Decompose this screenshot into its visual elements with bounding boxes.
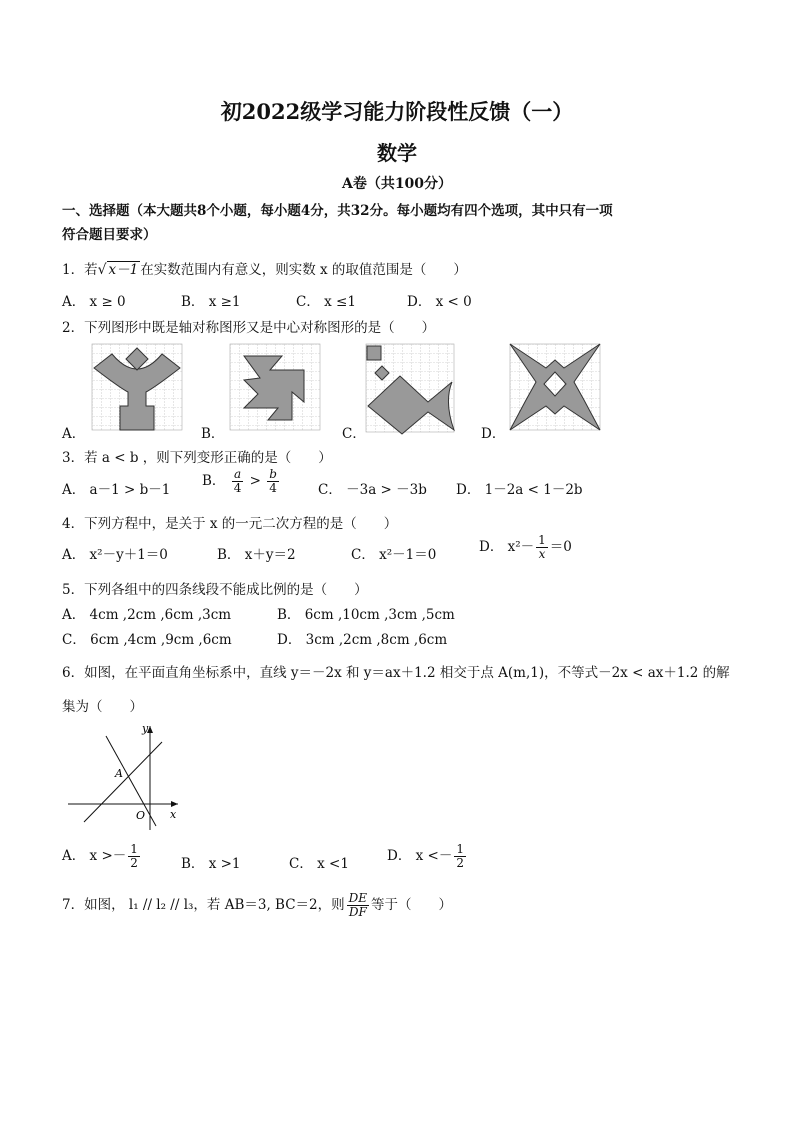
q1-option-b: B． x ≥1 (181, 294, 241, 310)
q4-option-b: B． x＋y＝2 (217, 547, 296, 563)
q2-label-b: B． (201, 426, 225, 442)
q2-label-d: D． (481, 426, 506, 442)
q5-option-c: C． 6cm ,4cm ,9cm ,6cm (62, 632, 232, 648)
question-5-stem: 5．下列各组中的四条线段不能成比例的是（ ） (62, 582, 368, 598)
q3-option-c: C． －3a > －3b (318, 482, 427, 498)
q2-label-a: A． (62, 426, 86, 442)
q3-option-a: A． a－1 > b－1 (62, 482, 171, 498)
q6-option-a: A． x >－ $\frac{1}{2}$ (62, 842, 138, 870)
question-2-stem: 2．下列图形中既是轴对称图形又是中心对称图形的是（ ） (62, 320, 436, 336)
page-title: 初2022级学习能力阶段性反馈（一） (220, 99, 574, 124)
q3-option-d: D． 1－2a < 1－2b (456, 482, 583, 498)
q6-coordinate-graph (66, 722, 186, 832)
q6-graph-x-label: x (170, 808, 177, 821)
q5-option-b: B． 6cm ,10cm ,3cm ,5cm (277, 607, 455, 623)
q5-option-d: D． 3cm ,2cm ,8cm ,6cm (277, 632, 448, 648)
q4-option-a: A． x²－y＋1＝0 (62, 547, 168, 563)
question-3-stem: 3．若 a < b ，则下列变形正确的是（ ） (62, 450, 332, 466)
question-1-stem: 1．若√ x－1 在实数范围内有意义，则实数 x 的取值范围是（ ） (62, 262, 467, 278)
q6-graph-origin-label: O (136, 809, 146, 822)
q4-option-c: C． x²－1＝0 (351, 547, 437, 563)
q2-figure-a (92, 344, 182, 430)
q6-graph-point-a-label: A (115, 767, 123, 780)
q2-figure-c (366, 344, 458, 434)
q1-option-d: D． x < 0 (407, 294, 472, 310)
question-6-stem: 6．如图，在平面直角坐标系中，直线 y＝－2x 和 y＝ax＋1.2 相交于点 A(m,1)，不等式－2x < ax＋1.2 的解 (62, 665, 730, 681)
q1-rest: 在实数范围内有意义，则实数 x 的取值范围是（ ） (140, 262, 467, 278)
q6-option-c: C． x <1 (289, 856, 349, 872)
q6-graph-y-label: y (142, 722, 149, 735)
q1-radicand: x－1 (108, 262, 139, 278)
q6-option-b: B． x >1 (181, 856, 241, 872)
q2-figure-d (510, 344, 600, 430)
volume-title: A卷（共100分） (341, 176, 453, 192)
q4-option-d: D． x²－ $\frac{1}{x}$ ＝0 (479, 533, 572, 561)
section-heading-line2: 符合题目要求） (62, 227, 157, 243)
q2-label-c: C． (342, 426, 366, 442)
q5-option-a: A． 4cm ,2cm ,6cm ,3cm (62, 607, 232, 623)
q1-option-a: A． x ≥ 0 (62, 294, 126, 310)
question-6-stem-cont: 集为（ ） (62, 699, 143, 715)
question-7-stem: 7．如图， l₁ // l₂ // l₃，若 AB＝3, BC＝2，则 $\frac{DE}{DF}$ 等于（ ） (62, 891, 453, 919)
q3-option-b: B． $\frac{a}{4}$ > $\frac{b}{4}$ (202, 467, 277, 495)
q1-option-c: C． x ≤1 (296, 294, 356, 310)
subject-title: 数学 (377, 141, 417, 165)
q1-number: 1．若 (62, 262, 98, 278)
question-4-stem: 4．下列方程中，是关于 x 的一元二次方程的是（ ） (62, 516, 398, 532)
q2-figure-b (230, 344, 320, 430)
q6-option-d: D． x <－ $\frac{1}{2}$ (387, 842, 464, 870)
section-heading-line1: 一、选择题（本大题共8个小题，每小题4分，共32分。每小题均有四个选项，其中只有一项 (62, 203, 613, 219)
